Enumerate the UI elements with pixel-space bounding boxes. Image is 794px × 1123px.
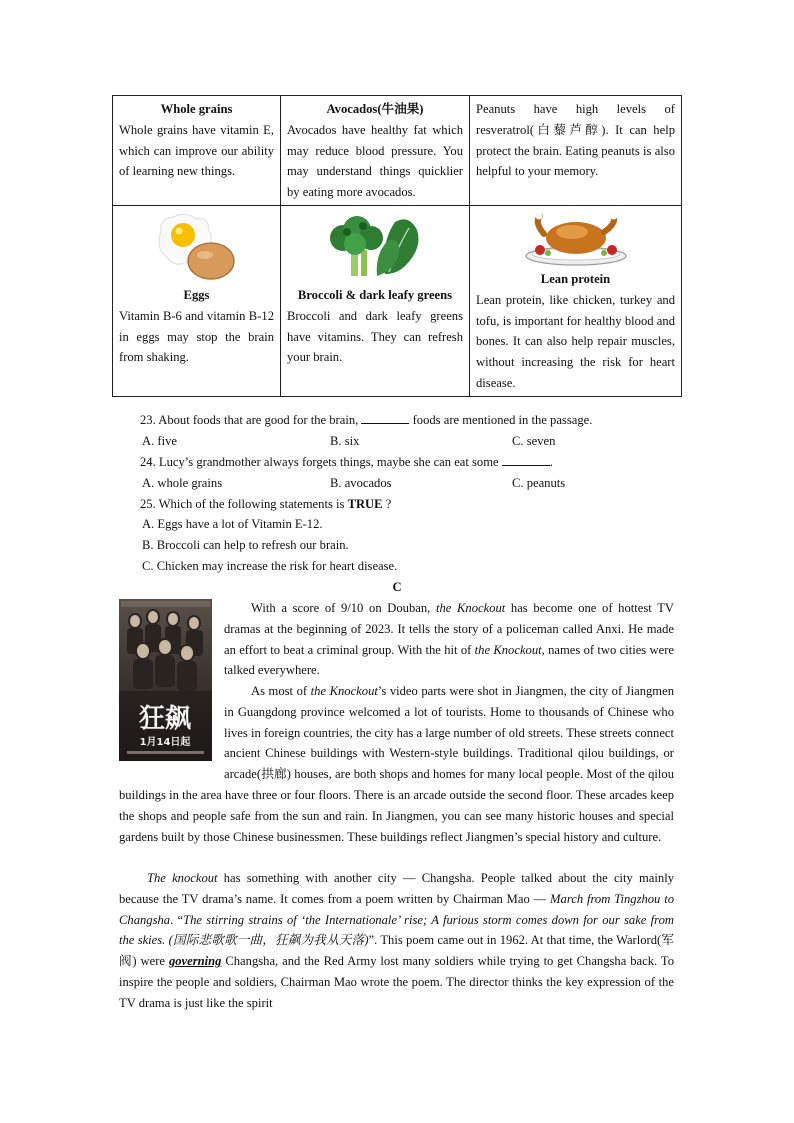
option-c[interactable]: C. seven: [512, 434, 556, 448]
answer-blank[interactable]: [502, 452, 550, 466]
poster-date: 1月14日起: [139, 737, 191, 748]
passage-paragraph-3: The knockout has something with another city — Changsha. People talked about the city mainly because the TV drama’s name. It comes from a poem written by Chairman Mao — March from Tingzhou to Changsha. “The stirring strains of ‘the Internationale’ rise; A furious storm comes down for our sake from the skies. (国际悲歌歌一曲，狂飙为我从天落)”. This poem came out in 1962. At that time, the Warlord(军阀) were governing Changsha, and the Red Army lost many soldiers while trying to get Changsha back. To inspire the people and soldiers, Chairman Mao wrote the poem. The director thinks the key expression of the TV drama is just like the spirit: [119, 871, 674, 1010]
cell-whole-grains: [113, 96, 281, 206]
table-row: [113, 205, 682, 396]
section-heading: C: [392, 580, 402, 594]
question-emphasis: TRUE: [347, 497, 383, 511]
answer-blank[interactable]: [361, 410, 409, 424]
passage-paragraph-1: With a score of 9/10 on Douban, the Knockout has become one of hottest TV dramas at the beginning of 2023. It tells the story of a policeman called Anxi. He made an effort to beat a criminal group. With the hit of the Knockout, names of two cities were talked everywhere.: [224, 601, 674, 678]
cell-title: Lean protein: [540, 271, 611, 286]
cell-title: Broccoli & dark leafy greens: [297, 287, 453, 302]
broccoli-icon: [287, 209, 463, 285]
cell-eggs: [113, 205, 281, 396]
question-text: foods are mentioned in the passage.: [412, 413, 593, 427]
cell-text: Vitamin B-6 and vitamin B-12 in eggs may stop the brain from shaking.: [119, 308, 274, 365]
underlined-word: governing: [168, 954, 222, 969]
question-number: 24.: [140, 455, 156, 469]
question-text: About foods that are good for the brain,: [158, 413, 359, 427]
option-a[interactable]: A. whole grains: [142, 476, 223, 490]
option-a[interactable]: A. Eggs have a lot of Vitamin E-12.: [142, 517, 323, 531]
option-c[interactable]: C. Chicken may increase the risk for heart disease.: [142, 559, 398, 573]
option-b[interactable]: B. six: [330, 434, 360, 448]
poster-title: 狂飙: [138, 704, 192, 734]
cell-text: Lean protein, like chicken, turkey and tofu, is important for healthy blood and bones. It can also help repair muscles, without increasing the risk for heart disease.: [476, 292, 675, 390]
cell-broccoli: [281, 205, 470, 396]
cell-avocados: [281, 96, 470, 206]
question-23: [140, 410, 592, 431]
question-number: 25.: [140, 497, 156, 511]
question-text: .: [549, 455, 553, 469]
question-number: 23.: [140, 413, 156, 427]
question-25: [140, 494, 391, 515]
cell-text: Whole grains have vitamin E, which can improve our ability of learning new things.: [119, 122, 274, 179]
option-c[interactable]: C. peanuts: [512, 476, 566, 490]
option-b[interactable]: B. avocados: [330, 476, 392, 490]
roast-turkey-icon: [476, 211, 675, 269]
cell-title: Eggs: [183, 287, 210, 302]
brain-foods-table: [112, 95, 682, 397]
cell-title: Whole grains: [160, 102, 233, 116]
question-text: Lucy’s grandmother always forgets things, maybe she can eat some: [158, 455, 499, 469]
cell-text: Broccoli and dark leafy greens have vitamins. They can refresh your brain.: [287, 308, 463, 365]
cell-text: Avocados have healthy fat which may reduce blood pressure. You may understand things quicklier by eating more avocados.: [287, 122, 463, 200]
question-text: Which of the following statements is: [158, 497, 345, 511]
cell-lean-protein: [470, 205, 682, 396]
egg-icon: [119, 209, 274, 285]
table-row: [113, 96, 682, 206]
cell-peanuts: [470, 96, 682, 206]
option-b[interactable]: B. Broccoli can help to refresh our brain.: [142, 538, 349, 552]
cell-text: Peanuts have high levels of resveratrol(白藜芦醇). It can help protect the brain. Eating peanuts is also helpful to your memory.: [476, 102, 675, 179]
question-text: ?: [385, 497, 392, 511]
cell-title: Avocados(牛油果): [326, 102, 424, 116]
option-a[interactable]: A. five: [142, 434, 177, 448]
question-24: [140, 452, 553, 473]
passage-paragraph-2: As most of the Knockout’s video parts were shot in Jiangmen, the city of Jiangmen in Guangdong province welcomed a lot of tourists. Home to thousands of Chinese who lives in foreign countries, the city has a large number of old streets. These streets connect ancient Chinese buildings with Western-style buildings. Traditional qilou buildings, or arcade(拱廊) houses, are both shops and homes for many local people. Most of the qilou buildings in the area have three or four floors. There is an arcade outside the second floor. These arcades keep the shops and people safe from the sun and rain. In Jiangmen, you can see many historic houses and special gardens built by those Chinese businessmen. These buildings reflect Jiangmen’s special history and culture.: [119, 684, 674, 844]
